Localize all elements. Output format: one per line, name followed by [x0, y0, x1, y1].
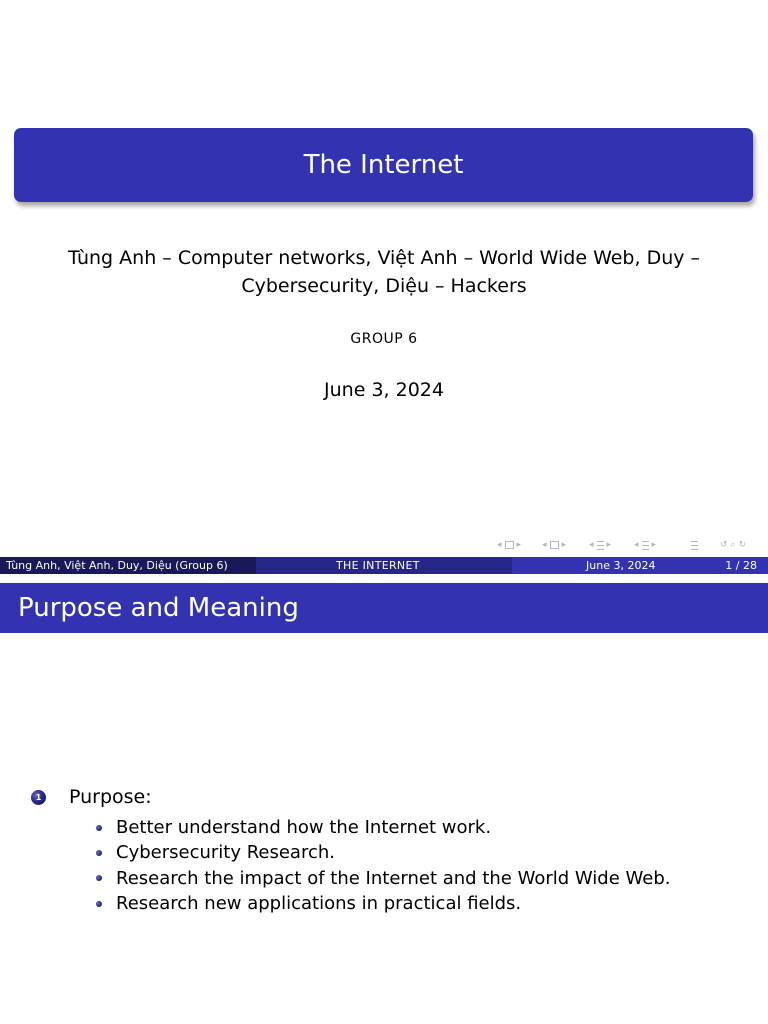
nav-appendix-icon[interactable] [691, 538, 698, 552]
bullet-icon [96, 875, 102, 881]
footer-date: June 3, 2024 [586, 559, 656, 572]
footer-authors: Tùng Anh, Việt Anh, Duy, Diệu (Group 6) [0, 557, 256, 574]
institute-line: GROUP 6 [350, 331, 418, 347]
bullet-icon [96, 901, 102, 907]
footer-right [512, 557, 768, 574]
footline [0, 557, 768, 574]
list-item [96, 840, 670, 865]
presentation-title: The Internet [303, 150, 464, 180]
footer-title: THE INTERNET [256, 557, 512, 574]
nav-frame-icon[interactable]: ◂ ▸ [497, 540, 522, 550]
list-item [96, 815, 670, 840]
bullet-icon [96, 850, 102, 856]
list-item-text: Cybersecurity Research. [116, 842, 335, 864]
bullet-icon [96, 825, 102, 831]
bullet-list [96, 815, 670, 916]
nav-subsection-icon[interactable]: ◂ ▸ [542, 540, 567, 550]
nav-search-icon[interactable]: ↺ ⌕ ↻ [720, 540, 747, 550]
list-item-text: Research the impact of the Internet and the World Wide Web. [116, 867, 671, 889]
authors-line: Tùng Anh – Computer networks, Việt Anh – World Wide Web, Duy – Cybersecurity, Diệu – Hackers [67, 247, 701, 297]
list-item [96, 891, 670, 916]
list-item [96, 866, 670, 891]
enum-number-ball-icon: 1 [31, 790, 46, 805]
frame-title: Purpose and Meaning [0, 583, 768, 633]
enumerate-item [31, 786, 152, 808]
nav-section-icon[interactable]: ◂ ▸ [589, 540, 612, 550]
list-item-text: Better understand how the Internet work. [116, 817, 492, 839]
title-box [14, 128, 753, 202]
footer-page-number: 1 / 28 [725, 559, 757, 572]
nav-document-icon[interactable]: ◂ ▸ [634, 540, 657, 550]
enum-label: Purpose: [69, 786, 152, 808]
presentation-date: June 3, 2024 [324, 379, 444, 401]
list-item-text: Research new applications in practical fields. [116, 893, 522, 915]
